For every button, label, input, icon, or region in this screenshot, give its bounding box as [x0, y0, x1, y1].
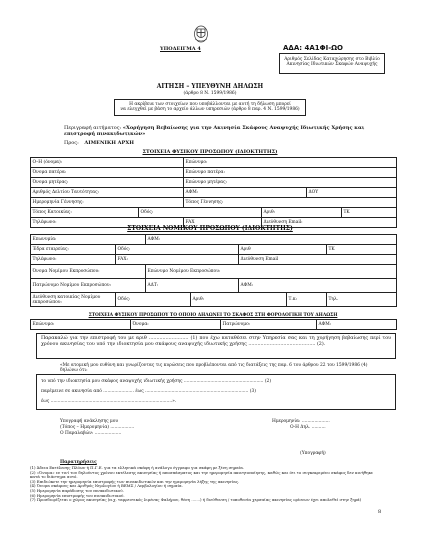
- tax-father-field[interactable]: Πατρώνυμο:: [221, 320, 317, 330]
- table-row: [31, 188, 397, 198]
- company-postal-field[interactable]: ΤΚ: [327, 245, 397, 255]
- phone-field[interactable]: Τηλέφωνο:: [31, 218, 184, 228]
- email-field[interactable]: Διεύθυνση Email:: [262, 218, 397, 228]
- notes-list: [30, 466, 375, 503]
- company-name-field[interactable]: Επωνυμία:: [31, 235, 146, 245]
- declaration-line-vessel: το υπό την ιδιοκτησία μου σκάφος αναψυχής ιδιωτικής χρήσης ......................................................... (2): [41, 379, 272, 384]
- section2-title: ΣΤΟΙΧΕΙΑ ΝΟΜΙΚΟΥ ΠΡΟΣΩΠΟΥ (ΙΔΙΟΚΤΗΤΗΣ): [127, 225, 293, 232]
- table-row: [31, 255, 397, 265]
- note-7: (7) Προσδιορίζεται ο χώρος ακινησίας (π.χ. ταμρευτικός λιμένας Φαλήρου, θέση .......) ή διεύθυνση / τοποθεσία χερσαίας ακινησίας ορίσεων έχει απολυθεί στην ξηρά): [30, 497, 362, 503]
- rep-father-name-field[interactable]: Πατρώνυμο Νομίμου Εκπροσώπου:: [31, 279, 146, 293]
- natural-person-table: [30, 157, 397, 228]
- street-field[interactable]: Οδός:: [139, 208, 262, 218]
- note-2: (2) «Όνομα» εν τινί του δηλούντος χρόνου εκτέλεσης ακινησίας ή αποσπάσματος και την ημερομηνία ακινητοποίησης, καθώς και ότι το συγκεκριμένο σκάφος δεν κινήθηκε κατά το διάστημα αυτό.: [30, 469, 373, 480]
- table-row: [31, 208, 397, 218]
- rep-address-field[interactable]: Διεύθυνση κατοικίας Νομίμου εκπροσώπου:: [31, 293, 116, 307]
- father-name-field[interactable]: Όνομα πατέρα:: [31, 168, 184, 178]
- table-row: [31, 279, 397, 293]
- declaration-line-period: παρέμεινε σε ακινησία από ...................... έως .......................................................................... (3): [41, 389, 256, 394]
- request-recipient: [64, 140, 244, 146]
- birth-date-field[interactable]: Ημερομηνία Γέννησης:: [31, 198, 184, 208]
- company-phone-field[interactable]: Τηλέφωνο:: [31, 255, 116, 265]
- table-row: [31, 178, 397, 188]
- rep-postal-field[interactable]: Τ.κ:: [287, 293, 327, 307]
- rep-number-field[interactable]: Αριθ:: [191, 293, 287, 307]
- request-subject: [64, 125, 396, 137]
- signature-receiver-line2: (Τόπος – Ημερομηνία) .................: [60, 425, 135, 430]
- declaration-intro: «Με ατομική μου ευθύνη και γνωρίζοντας τις κυρώσεις που προβλέπονται από τις διατάξεις της παρ. 6 του άρθρου 22 του 1599/1986 (4) δηλώνω ότι:: [60, 363, 368, 374]
- company-seat-field[interactable]: Έδρα εταιρείας:: [31, 245, 116, 255]
- fax-field[interactable]: FAX: [184, 218, 262, 228]
- request-subject-label: Περιγραφή αιτήματος:: [64, 125, 122, 131]
- request-subject-text: «Χορήγηση Βεβαίωσης για την Ακινησία Σκάφους Αναψυχής Ιδιωτικής Χρήσης και επιστροφή πινακιδωτικών»: [64, 125, 365, 137]
- postal-code-field[interactable]: ΤΚ: [342, 208, 397, 218]
- father-surname-field[interactable]: Επώνυμο πατέρα:: [184, 168, 397, 178]
- signature-receiver-line3: Ο Παραλαβών: ...................: [60, 431, 122, 436]
- coat-of-arms-icon: [193, 25, 209, 43]
- tax-surname-field[interactable]: Επώνυμο:: [31, 320, 131, 330]
- note-5: (5) Ημερομηνία παράδοσης του πινακιδωτικού.: [30, 487, 124, 493]
- registry-box-line2: Ακινησίας Ιδιωτικών Σκαφών Αναψυχής: [286, 62, 378, 68]
- table-row: [31, 320, 397, 330]
- signature-declarant: Ο-Η Δηλ. ..........: [290, 425, 326, 430]
- note-6: (6) Ημερομηνία επιστροφής του πινακιδωτικού.: [30, 492, 125, 498]
- mother-name-field[interactable]: Όνομα μητέρας:: [31, 178, 184, 188]
- notes-title: Παρατηρήσεις: [60, 460, 97, 465]
- table-row: [31, 198, 397, 208]
- note-3: (3) Επιδιώκετε την ημερομηνία επιστροφής των πινακιδωτικών και την ημερομηνία λήξης της ακινησίας.: [30, 478, 240, 484]
- registry-page-box: [279, 53, 385, 74]
- accuracy-notice-box: [114, 99, 306, 116]
- company-street-field[interactable]: Οδός:: [116, 245, 239, 255]
- ada-code: ΑΔΑ: 4Α1ΦΙ-ΩΟ: [283, 44, 344, 52]
- declaration-line-location: έως .......................................................................................».: [41, 399, 177, 404]
- accuracy-notice-line1: Η ακρίβεια των στοιχείων που υποβάλλονται με αυτή τη δήλωση μπορεί: [129, 101, 291, 107]
- company-email-field[interactable]: Διεύθυνση Email: [239, 255, 397, 265]
- number-field[interactable]: Αριθ:: [262, 208, 342, 218]
- table-row: [31, 168, 397, 178]
- signature-caption: (Υπογραφή): [300, 451, 326, 456]
- table-row: [31, 235, 397, 245]
- mother-surname-field[interactable]: Επώνυμο μητέρας:: [184, 178, 397, 188]
- request-paragraph-box: [36, 333, 396, 359]
- form-title: ΑΙΤΗΣΗ – ΥΠΕΥΘΥΝΗ ΔΗΛΩΣΗ: [156, 83, 264, 90]
- note-1: (1) Άδεια Εκτέλεσης Πλόων ή Π.Γ.Ε. για τα ελληνικά σκάφη ή ανάλογο έγγραφο για σκάφη με ξένη σημαία.: [30, 465, 245, 470]
- rep-id-field[interactable]: ΑΔΤ:: [146, 279, 239, 293]
- section1-title: ΣΤΟΙΧΕΙΑ ΦΥΣΙΚΟΥ ΠΡΟΣΩΠΟΥ (ΙΔΙΟΚΤΗΤΗΣ): [142, 149, 278, 155]
- rep-afm-field[interactable]: ΑΦΜ:: [239, 279, 397, 293]
- rep-street-field[interactable]: Οδός:: [116, 293, 191, 307]
- signature-receiver-line1: Υπογραφή ανάκλησης μου: [60, 419, 119, 424]
- rep-last-name-field[interactable]: Επώνυμο Νομίμου Εκπροσώπου:: [146, 265, 397, 279]
- rep-phone-field[interactable]: Τηλ.: [327, 293, 397, 307]
- legal-person-table: [30, 234, 397, 307]
- request-paragraph: Παρακαλώ για την επιστροφή του με αριθ .......................... (1) που έχω καταθέσει στην Υπηρεσία σας και τη χορήγηση βεβαίωσης περί του χρόνου ακινησίας του υπό την ιδιοκτησία μου σκάφους αναψυχής ιδιωτικής χρήσης ............................................ (2).: [41, 336, 391, 348]
- template-number: ΥΠΟΔΕΙΓΜΑ 4: [160, 46, 201, 52]
- id-number-field[interactable]: Αριθμός Δελτίου Ταυτότητας:: [31, 188, 184, 198]
- company-fax-field[interactable]: FAX:: [116, 255, 239, 265]
- table-row: [31, 245, 397, 255]
- recipient-label: Προς:: [64, 140, 79, 146]
- recipient-text: ΛΙΜΕΝΙΚΗ ΑΡΧΗ: [84, 140, 134, 146]
- accuracy-notice-line2: να ελεγχθεί με βάση το αρχείο άλλων υπηρεσιών (άρθρο 8 παρ. 4 Ν. 1599/1986): [120, 106, 300, 112]
- declaration-box: [36, 374, 396, 410]
- page-number: 8: [378, 509, 382, 515]
- birth-place-field[interactable]: Τόπος Γέννησης:: [184, 198, 397, 208]
- section3-title: ΣΤΟΙΧΕΙΑ ΦΥΣΙΚΟΥ ΠΡΟΣΩΠΟΥ ΤΟ ΟΠΟΙΟ ΔΗΛΩΝΕΙ ΤΟ ΣΚΑΦΟΣ ΣΤΗ ΦΟΡΟΛΟΓΙΚΗ ΤΟΥ ΔΗΛΩΣΗ: [88, 313, 338, 318]
- residence-field[interactable]: Τόπος Κατοικίας:: [31, 208, 139, 218]
- company-afm-field[interactable]: ΑΦΜ:: [146, 235, 397, 245]
- table-row: [31, 265, 397, 279]
- first-name-field[interactable]: Ο–Η (όνομα):: [31, 158, 184, 168]
- signature-date: Ημερομηνία: ....................: [272, 419, 330, 424]
- tax-name-field[interactable]: Όνομα:: [131, 320, 221, 330]
- rep-first-name-field[interactable]: Όνομα Νομίμου Εκπροσώπου:: [31, 265, 146, 279]
- doy-field[interactable]: ΔΟΥ: [307, 188, 397, 198]
- registry-box-line1: Αριθμός Σελίδας Καταχώρησης στο Βιβλίο: [284, 57, 380, 62]
- tax-person-table: [30, 319, 397, 330]
- table-row: [31, 293, 397, 307]
- table-row: [31, 158, 397, 168]
- note-4: (4) Όνομα σκάφους και Αριθμός Νηολογίου ή ΒΕΜΣ / Λεμβολογίου ή σημαία.: [30, 483, 183, 489]
- afm-field[interactable]: ΑΦΜ:: [184, 188, 307, 198]
- company-number-field[interactable]: Αριθ: [239, 245, 327, 255]
- form-subtitle: (άρθρο 8 Ν. 1599/1986): [183, 91, 237, 96]
- tax-afm-field[interactable]: ΑΦΜ:: [317, 320, 397, 330]
- last-name-field[interactable]: Επώνυμο:: [184, 158, 397, 168]
